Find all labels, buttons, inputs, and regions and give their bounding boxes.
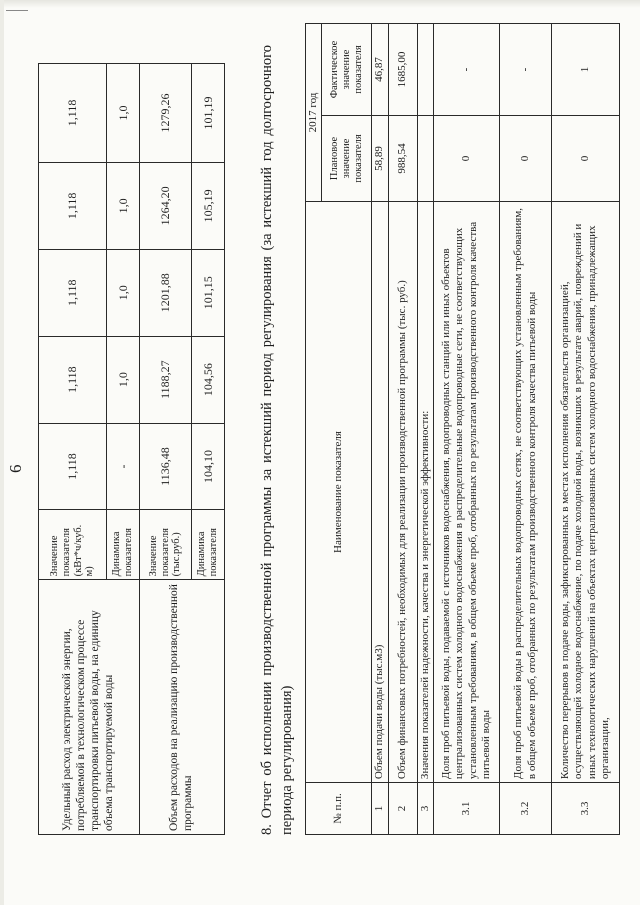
table-cell: 104,56 — [192, 336, 225, 423]
table-cell: 1188,27 — [140, 336, 192, 423]
row-planned-value: 988,54 — [388, 115, 417, 201]
row-number: 3 — [417, 783, 433, 835]
column-header-num: № п.п. — [306, 783, 372, 835]
row-number: 3.2 — [500, 783, 552, 835]
table-cell: 1,118 — [39, 64, 107, 163]
row-actual-value: - — [434, 24, 500, 116]
table-cell: 101,15 — [192, 249, 225, 336]
table-cell: 1,0 — [107, 64, 140, 163]
row-number: 2 — [388, 783, 417, 835]
row-name: Объем подачи воды (тыс.м3) — [372, 201, 388, 782]
row-actual-value: - — [500, 24, 552, 116]
indicator-name: Объем расходов на реализацию производственной программы — [140, 580, 225, 835]
row-actual-value: 46,87 — [372, 24, 388, 116]
indicators-table — [38, 63, 225, 835]
table-cell: 1201,88 — [140, 249, 192, 336]
row-number: 3.1 — [434, 783, 500, 835]
table-row — [500, 24, 552, 835]
row-number: 3.3 — [552, 783, 620, 835]
column-header-name: Наименование показателя — [306, 201, 372, 782]
table-cell: 1,118 — [39, 162, 107, 249]
table-row — [39, 64, 107, 835]
program-report-table — [305, 23, 620, 835]
table-cell-empty — [417, 115, 433, 201]
table-cell: 105,19 — [192, 162, 225, 249]
table-cell: 104,10 — [192, 423, 225, 510]
row-planned-value: 0 — [434, 115, 500, 201]
section-title: 8. Отчет об исполнении производственной программы за истекший период регулирования (за истекший год долгосрочного периода регулирования) — [259, 45, 295, 835]
table-cell: - — [107, 423, 140, 510]
table-cell: 1,0 — [107, 162, 140, 249]
table-cell: 1,118 — [39, 336, 107, 423]
table-header-row — [306, 24, 322, 835]
table-cell: 1,0 — [107, 336, 140, 423]
indicator-subrow-label: Динамика показателя — [192, 510, 225, 580]
page-number: 6 — [6, 464, 25, 473]
column-header-year: 2017 год — [306, 24, 322, 202]
row-planned-value: 0 — [500, 115, 552, 201]
row-name: Объем финансовых потребностей, необходимых для реализации производственной программы (тыс. руб.) — [388, 201, 417, 782]
table-cell: 1,118 — [39, 249, 107, 336]
table-row — [372, 24, 388, 835]
table-cell: 1279,26 — [140, 64, 192, 163]
row-name: Доля проб питьевой воды в распределительных водопроводных сетях, не соответствующих установленным требованиям, в общем объеме проб, отобранных по результатам производственного контроля качества питьевой воды — [500, 201, 552, 782]
row-name: Количество перерывов в подаче воды, зафиксированных в местах исполнения обязательств организацией, осуществляющей холодное водоснабжение, по подаче холодной воды, возникших в результате аварий, повреждений и иных технологических нарушений на объектах централизованных систем холодного водоснабжения, принадлежащих организации, — [552, 201, 620, 782]
indicator-name: Удельный расход электрической энергии, потребляемой в технологическом процессе транспортировки питьевой воды, на единицу объема транспортируемой воды — [39, 580, 140, 835]
indicator-subrow-label: Значение показателя (кВт*ч/куб. м) — [39, 510, 107, 580]
table-cell: 101,19 — [192, 64, 225, 163]
indicator-subrow-label: Значение показателя (тыс.руб.) — [140, 510, 192, 580]
indicator-subrow-label: Динамика показателя — [107, 510, 140, 580]
column-header-planned: Плановое значение показателя — [322, 115, 372, 201]
row-planned-value: 0 — [552, 115, 620, 201]
row-planned-value: 58,89 — [372, 115, 388, 201]
row-name: Доля проб питьевой воды, подаваемой с источников водоснабжения, водопроводных станций или иных объектов централизованных систем холодного водоснабжения в распределительные водопроводные сети, не соответствующих установленным требованиям, в общем объеме проб, отобранных по результатам производственного контроля качества питьевой воды — [434, 201, 500, 782]
row-number: 1 — [372, 783, 388, 835]
table-cell: 1,118 — [39, 423, 107, 510]
row-name: Значения показателей надежности, качества и энергетической эффективности: — [417, 201, 433, 782]
table-row — [552, 24, 620, 835]
row-actual-value: 1 — [552, 24, 620, 116]
table-cell: 1,0 — [107, 249, 140, 336]
table-cell: 1136,48 — [140, 423, 192, 510]
table-row — [434, 24, 500, 835]
table-row — [140, 64, 192, 835]
column-header-actual: Фактическое значение показателя — [322, 24, 372, 116]
row-actual-value: 1685,00 — [388, 24, 417, 116]
table-row — [388, 24, 417, 835]
table-cell: 1264,20 — [140, 162, 192, 249]
table-row — [417, 24, 433, 835]
table-cell-empty — [417, 24, 433, 116]
